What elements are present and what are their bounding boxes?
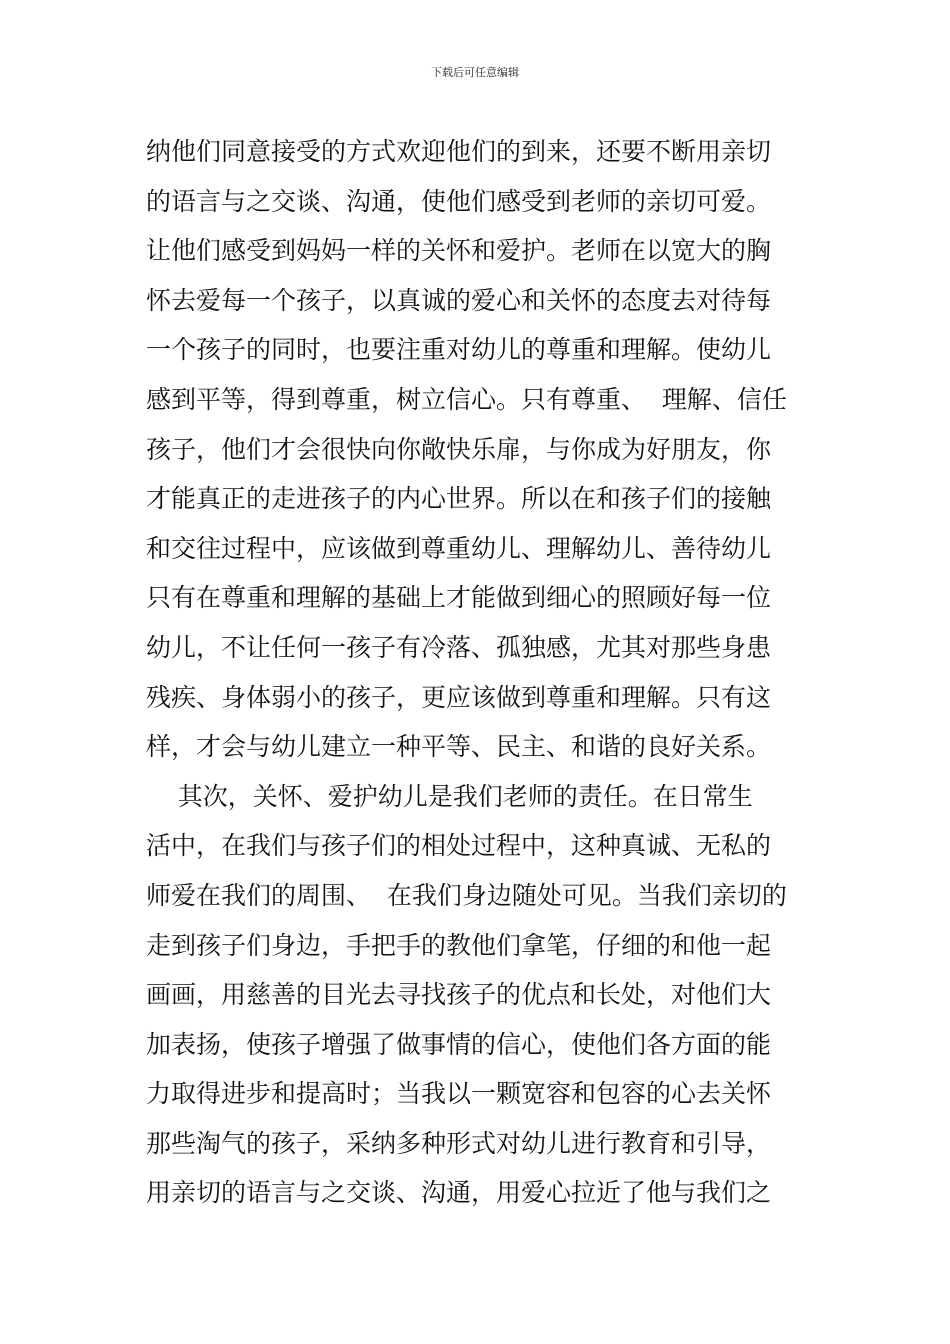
text-line: 感到平等，得到尊重，树立信心。只有尊重、 理解、信任 xyxy=(146,384,787,414)
text-line: 画画，用慈善的目光去寻找孩子的优点和长处，对他们大 xyxy=(146,980,772,1010)
text-line: 活中，在我们与孩子们的相处过程中，这种真诚、无私的 xyxy=(146,831,772,861)
text-line: 幼儿，不让任何一孩子有冷落、孤独感，尤其对那些身患 xyxy=(146,632,772,662)
body-text xyxy=(146,127,816,1218)
paragraph-start-line: 其次，关怀、爱护幼儿是我们老师的责任。在日常生 xyxy=(146,781,753,811)
text-line: 纳他们同意接受的方式欢迎他们的到来，还要不断用亲切 xyxy=(146,137,772,166)
text-line: 的语言与之交谈、沟通，使他们感受到老师的亲切可爱。 xyxy=(146,186,772,216)
text-line: 一个孩子的同时，也要注重对幼儿的尊重和理解。使幼儿 xyxy=(146,335,772,365)
text-line: 让他们感受到妈妈一样的关怀和爱护。老师在以宽大的胸 xyxy=(146,236,772,266)
text-line: 残疾、身体弱小的孩子，更应该做到尊重和理解。只有这 xyxy=(146,682,772,712)
text-line: 走到孩子们身边，手把手的教他们拿笔，仔细的和他一起 xyxy=(146,930,772,960)
text-line: 只有在尊重和理解的基础上才能做到细心的照顾好每一位 xyxy=(146,583,772,613)
text-line: 和交往过程中，应该做到尊重幼儿、理解幼儿、善待幼儿 xyxy=(146,533,772,563)
text-line: 样，才会与幼儿建立一种平等、民主、和谐的良好关系。 xyxy=(146,732,772,762)
text-line: 孩子，他们才会很快向你敞快乐扉，与你成为好朋友，你 xyxy=(146,434,772,464)
text-line: 师爱在我们的周围、 在我们身边随处可见。当我们亲切的 xyxy=(146,880,787,910)
text-line: 力取得进步和提高时；当我以一颗宽容和包容的心去关怀 xyxy=(146,1079,772,1109)
text-line: 加表扬，使孩子增强了做事情的信心，使他们各方面的能 xyxy=(146,1029,772,1059)
text-line: 那些淘气的孩子，采纳多种形式对幼儿进行教育和引导， xyxy=(146,1128,772,1158)
text-line: 怀去爱每一个孩子，以真诚的爱心和关怀的态度去对待每 xyxy=(146,285,772,315)
text-line: 才能真正的走进孩子的内心世界。所以在和孩子们的接触 xyxy=(146,484,772,514)
text-line: 用亲切的语言与之交谈、沟通，用爱心拉近了他与我们之 xyxy=(146,1178,772,1208)
page-header-note: 下载后可任意编辑 xyxy=(431,66,519,79)
